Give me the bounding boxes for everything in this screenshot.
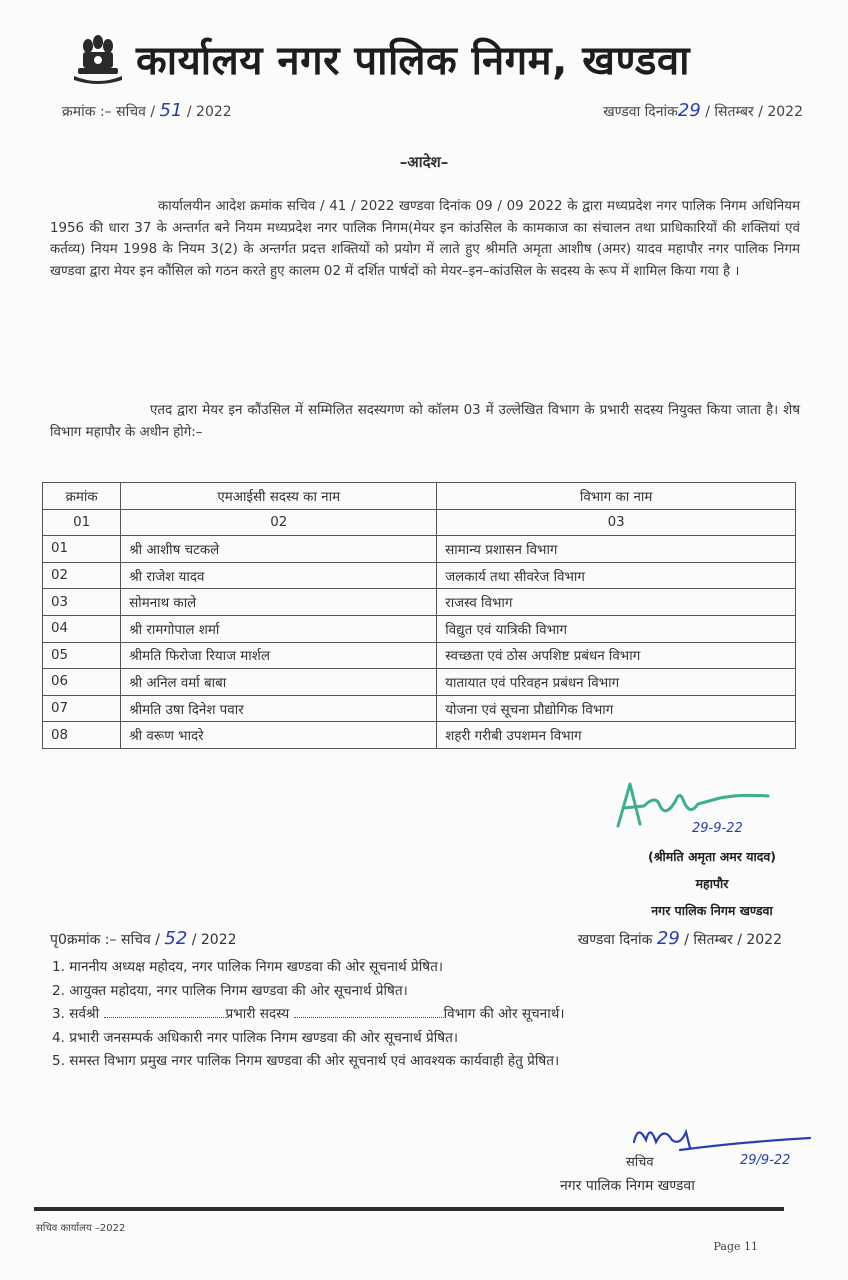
table-row: 07 श्रीमति उषा दिनेश पवार योजना एवं सूचना प्रौद्योगिक विभाग — [43, 695, 796, 722]
secretary-title: सचिव — [626, 1155, 654, 1170]
order-heading: –आदेश– — [399, 153, 449, 171]
table-row: 05 श्रीमति फिरोजा रियाज मार्शल स्वच्छता एवं ठोस अपशिष्ट प्रबंधन विभाग — [43, 642, 796, 669]
table-column-number-row: 01 02 03 — [43, 509, 796, 536]
table-row: 06 श्री अनिल वर्मा बाबा यातायात एवं परिवहन प्रबंधन विभाग — [43, 669, 796, 696]
mayor-designation: महापौर — [695, 876, 729, 891]
col-header-member: एमआईसी सदस्य का नाम — [121, 483, 437, 510]
secretary-office: नगर पालिक निगम खण्डवा — [560, 1178, 695, 1194]
order-number: क्रमांक :– सचिव / 51 / 2022 — [62, 100, 232, 121]
mayor-name: (श्रीमति अमृता अमर यादव) — [647, 849, 776, 864]
forward-number-handwritten: 52 — [164, 928, 188, 949]
mayor-signature-date: 29-9-22 — [692, 821, 743, 836]
footer-office-note: सचिव कार्यालय –2022 — [36, 1223, 126, 1234]
table-row: 01 श्री आशीष चटकले सामान्य प्रशासन विभाग — [43, 536, 796, 563]
order-number-handwritten: 51 — [159, 100, 183, 121]
mayor-office: नगर पालिक निगम खण्डवा — [651, 903, 773, 918]
table-header-row — [43, 483, 796, 510]
forward-number: पृ0क्रमांक :– सचिव / 52 / 2022 — [50, 928, 237, 949]
list-item: 2. आयुक्त महोदया, नगर पालिक निगम खण्डवा की ओर सूचनार्थ प्रेषित। — [52, 982, 408, 999]
paragraph-1: कार्यालयीन आदेश क्रमांक सचिव / 41 / 2022 खण्डवा दिनांक 09 / 09 2022 के द्वारा मध्यप्रदेश नगर पालिक निगम अधिनियम 1956 की धारा 37 के अन्तर्गत बने नियम मध्यप्रदेश नगर पालिक निगम(मेयर इन कांउसिल के कामकाज का संचालन तथा प्राधिकारियों की शक्तियां एवं कर्तव्य) नियम 1998 के नियम 3(2) के अन्तर्गत प्रदत्त शक्तियों को प्रयोग में लाते हुए श्रीमति अमृता आशीष (अमर) यादव महापौर नगर पालिक निगम खण्डवा द्वारा मेयर इन कौंसिल को गठन करते हुए कालम 02 में दर्शित पार्षदों को मेयर–इन–कांउसिल के सदस्य के रूप में शामिल किया गया है । — [50, 199, 800, 279]
col-header-serial: क्रमांक — [43, 483, 121, 510]
secretary-signature-date: 29/9-22 — [740, 1153, 791, 1168]
list-item: 1. माननीय अध्यक्ष महोदय, नगर पालिक निगम खण्डवा की ओर सूचनार्थ प्रेषित। — [52, 959, 444, 975]
letterhead-title: कार्यालय नगर पालिक निगम, खण्डवा — [136, 37, 690, 84]
ashoka-emblem-icon — [70, 30, 126, 86]
distribution-list — [52, 956, 792, 1074]
order-date: खण्डवा दिनांक29 / सितम्बर / 2022 — [603, 100, 803, 121]
footer-divider — [34, 1207, 784, 1211]
list-item: 4. प्रभारी जनसम्पर्क अधिकारी नगर पालिक निगम खण्डवा की ओर सूचनार्थ प्रेषित। — [52, 1029, 458, 1046]
table-row: 04 श्री रामगोपाल शर्मा विद्युत एवं यात्रिकी विभाग — [43, 615, 796, 642]
order-date-handwritten: 29 — [677, 100, 701, 121]
list-item: 3. सर्वश्री प्रभारी सदस्य विभाग की ओर सूचनार्थ। — [52, 1006, 565, 1022]
col-header-department: विभाग का नाम — [437, 483, 796, 510]
mayor-signature-block — [648, 843, 776, 924]
table-row: 02 श्री राजेश यादव जलकार्य तथा सीवरेज विभाग — [43, 562, 796, 589]
paragraph-2: एतद द्वारा मेयर इन कौंउसिल में सम्मिलित सदस्यगण को कॉलम 03 में उल्लेखित विभाग के प्रभारी सदस्य नियुक्त किया जाता है। शेष विभाग महापौर के अधीन होगे:– — [50, 403, 800, 440]
page-number: Page 11 — [713, 1240, 758, 1253]
mic-members-table — [42, 482, 796, 749]
list-item: 5. समस्त विभाग प्रमुख नगर पालिक निगम खण्डवा की ओर सूचनार्थ एवं आवश्यक कार्यवाही हेतु प्रेषित। — [52, 1053, 560, 1069]
letterhead — [70, 28, 800, 88]
table-row: 03 सोमनाथ काले राजस्व विभाग — [43, 589, 796, 616]
table-row: 08 श्री वरूण भादरे शहरी गरीबी उपशमन विभाग — [43, 722, 796, 749]
mayor-signature — [600, 776, 780, 836]
forward-date: खण्डवा दिनांक 29 / सितम्बर / 2022 — [577, 928, 782, 949]
forward-date-handwritten: 29 — [656, 928, 680, 949]
